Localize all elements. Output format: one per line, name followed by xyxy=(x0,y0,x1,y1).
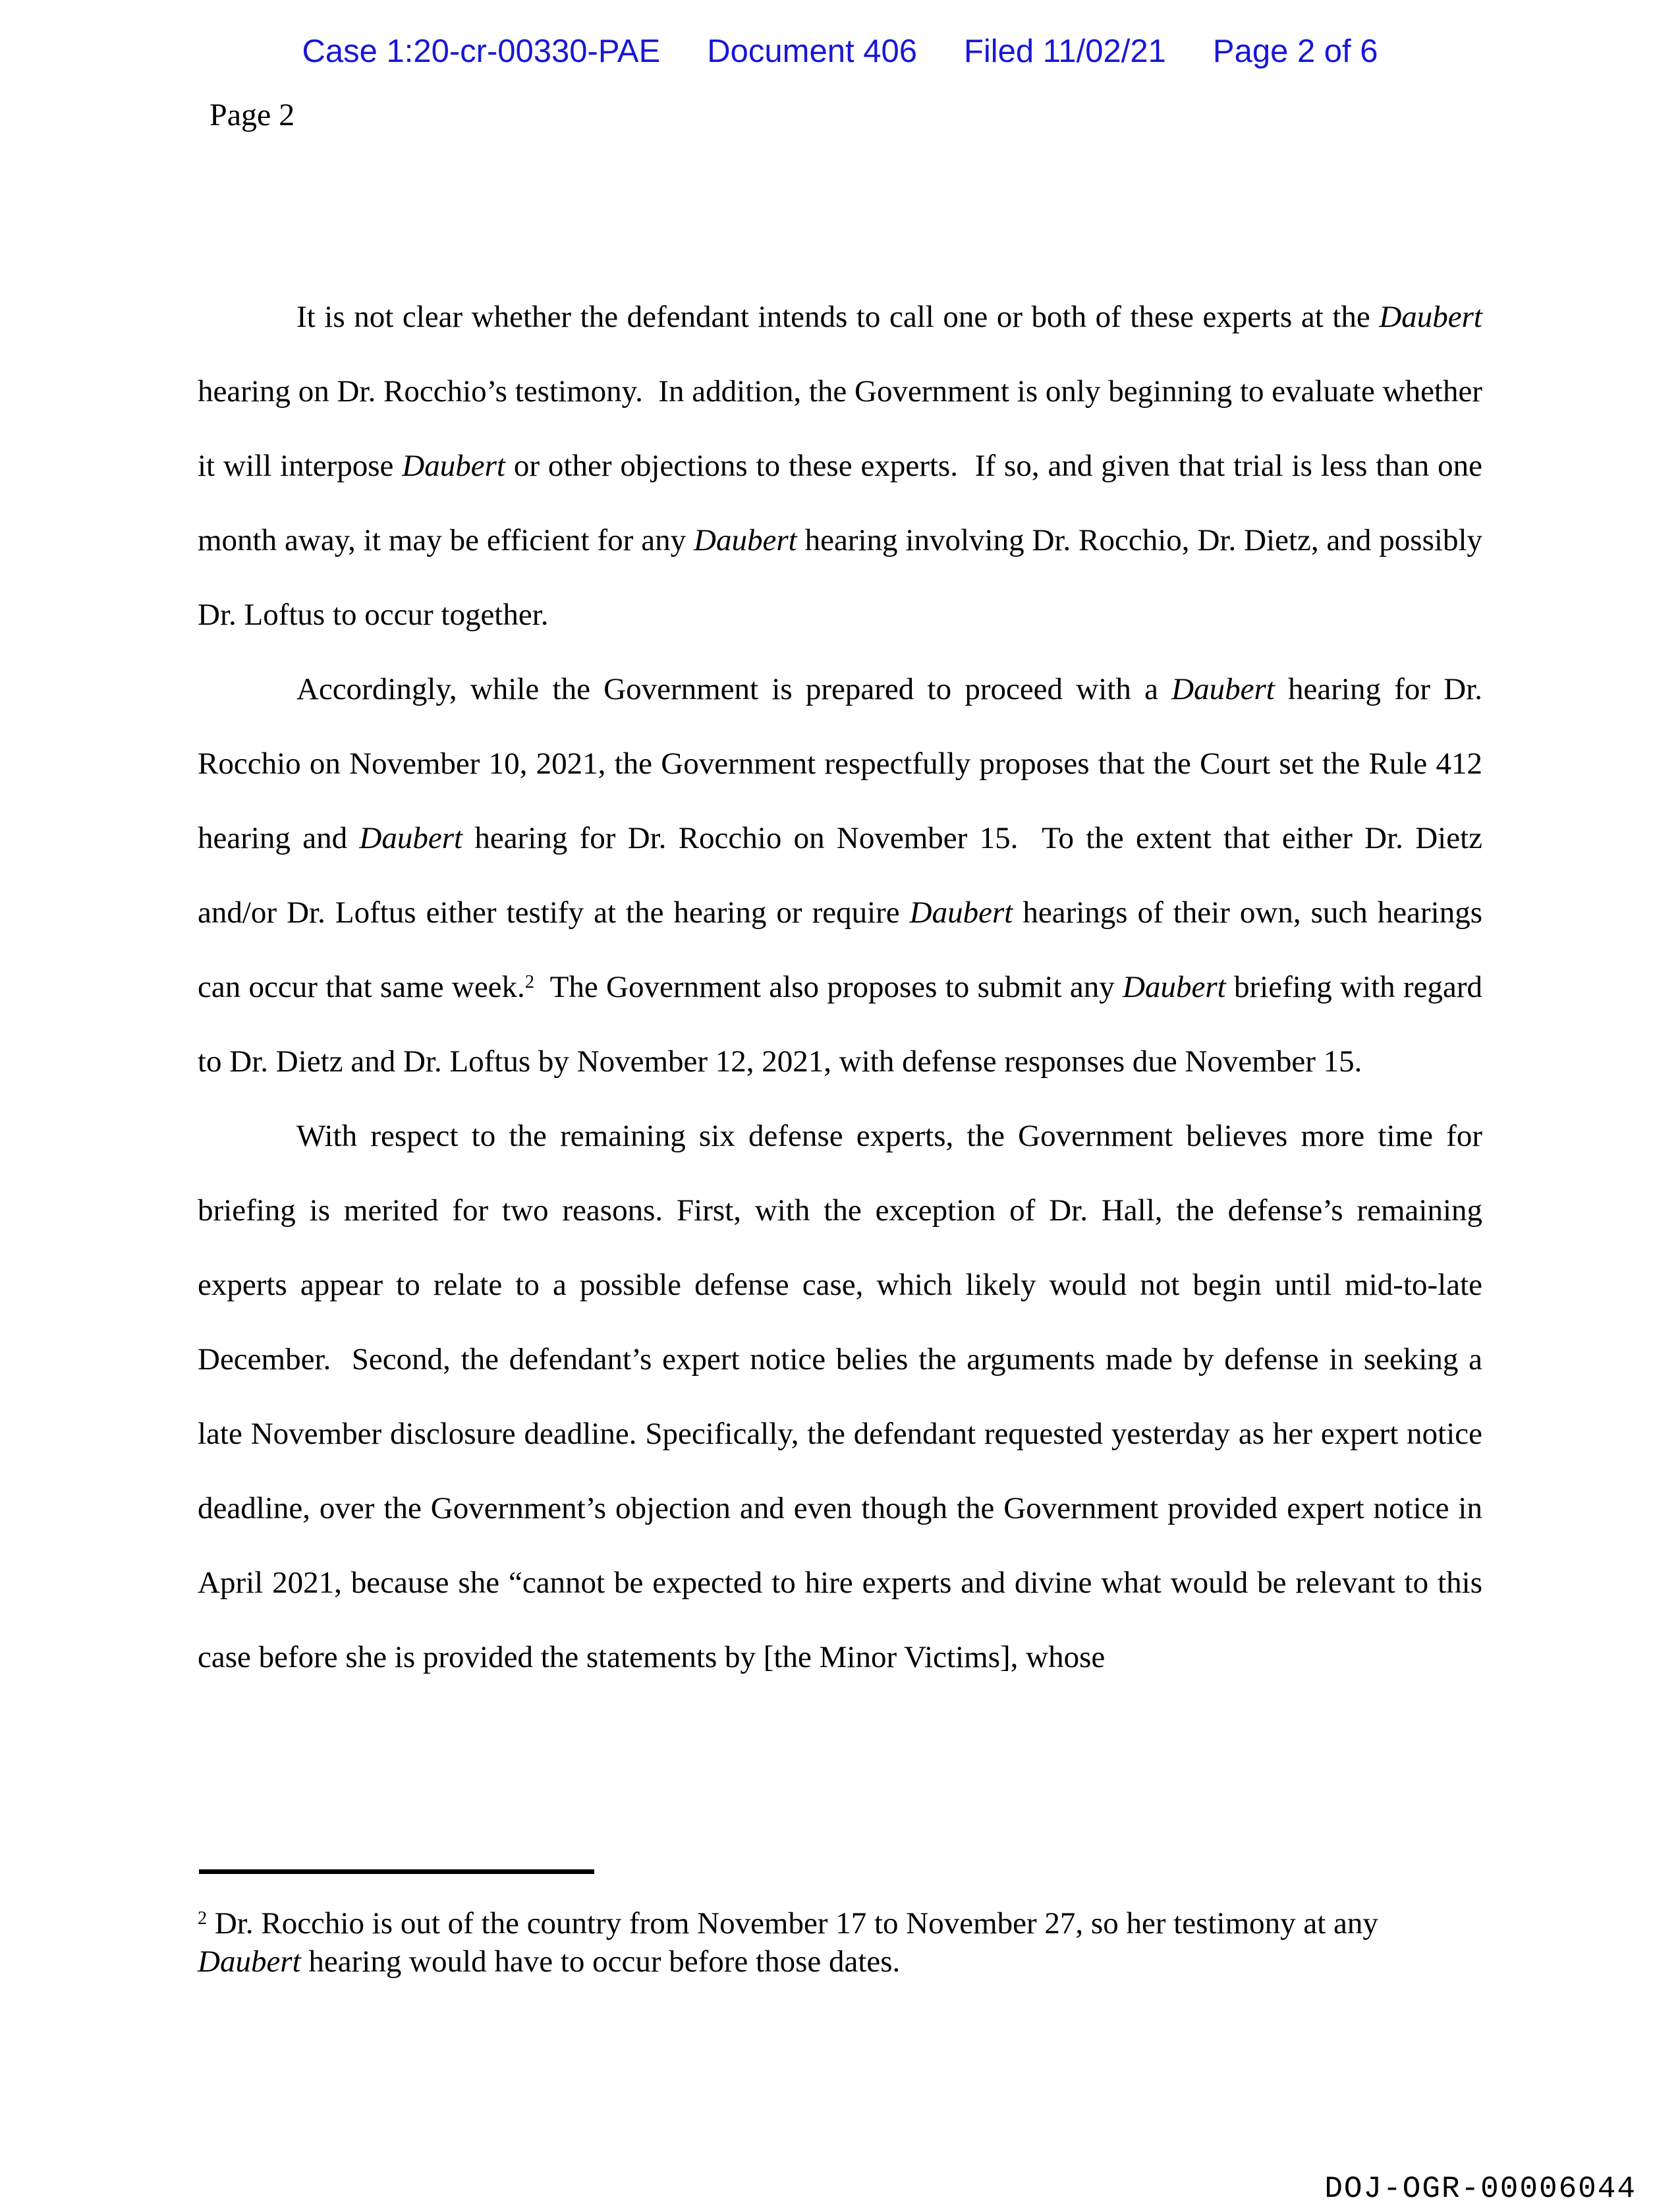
document-body xyxy=(198,280,1482,1695)
body-paragraph-2: Accordingly, while the Government is prepared to proceed with a Daubert hearing for Dr. Rocchio on November 10, 2021, the Government respectfully proposes that the Court set the Rule 412 hearing and Daubert hearing for Dr. Rocchio on November 15. To the extent that either Dr. Dietz and/or Dr. Loftus either testify at the hearing or require Daubert hearings of their own, such hearings can occur that same week.$^2$ The Government also proposes to submit any Daubert briefing with regard to Dr. Dietz and Dr. Loftus by November 12, 2021, with defense responses due November 15. xyxy=(198,672,1483,1079)
bates-number: DOJ-OGR-00006044 xyxy=(1324,2172,1637,2206)
stamp-case-number: Case 1:20-cr-00330-PAE xyxy=(302,34,661,69)
body-paragraph-3: With respect to the remaining six defense experts, the Government believes more time for briefing is merited for two reasons. First, with the exception of Dr. Hall, the defense’s remaining experts appear to relate to a possible defense case, which likely would not begin until mid-to-late December. Second, the defendant’s expert notice belies the arguments made by defense in seeking a late November disclosure deadline. Specifically, the defendant requested yesterday as her expert notice deadline, over the Government’s objection and even though the Government provided expert notice in April 2021, because she “cannot be expected to hire experts and divine what would be relevant to this case before she is provided the statements by [the Minor Victims], whose xyxy=(198,1119,1482,1674)
body-paragraph-1: It is not clear whether the defendant intends to call one or both of these experts at the Daubert hearing on Dr. Rocchio’s testimony. In addition, the Government is only beginning to evaluate whether it will interpose Daubert or other objections to these experts. If so, and given that trial is less than one month away, it may be efficient for any Daubert hearing involving Dr. Rocchio, Dr. Dietz, and possibly Dr. Loftus to occur together. xyxy=(198,300,1483,632)
stamp-document-number: Document 406 xyxy=(707,34,917,69)
page-number-label: Page 2 xyxy=(210,98,295,132)
footnote-text: $^2$ Dr. Rocchio is out of the country from November 17 to November 27, so her testimony at any Daubert hearing would have to occur before those dates. xyxy=(198,1906,1378,1979)
footnote-separator-rule xyxy=(199,1869,594,1874)
ecf-stamp-header xyxy=(0,33,1680,70)
stamp-filed-date: Filed 11/02/21 xyxy=(963,34,1166,69)
stamp-page-count: Page 2 of 6 xyxy=(1212,34,1378,69)
